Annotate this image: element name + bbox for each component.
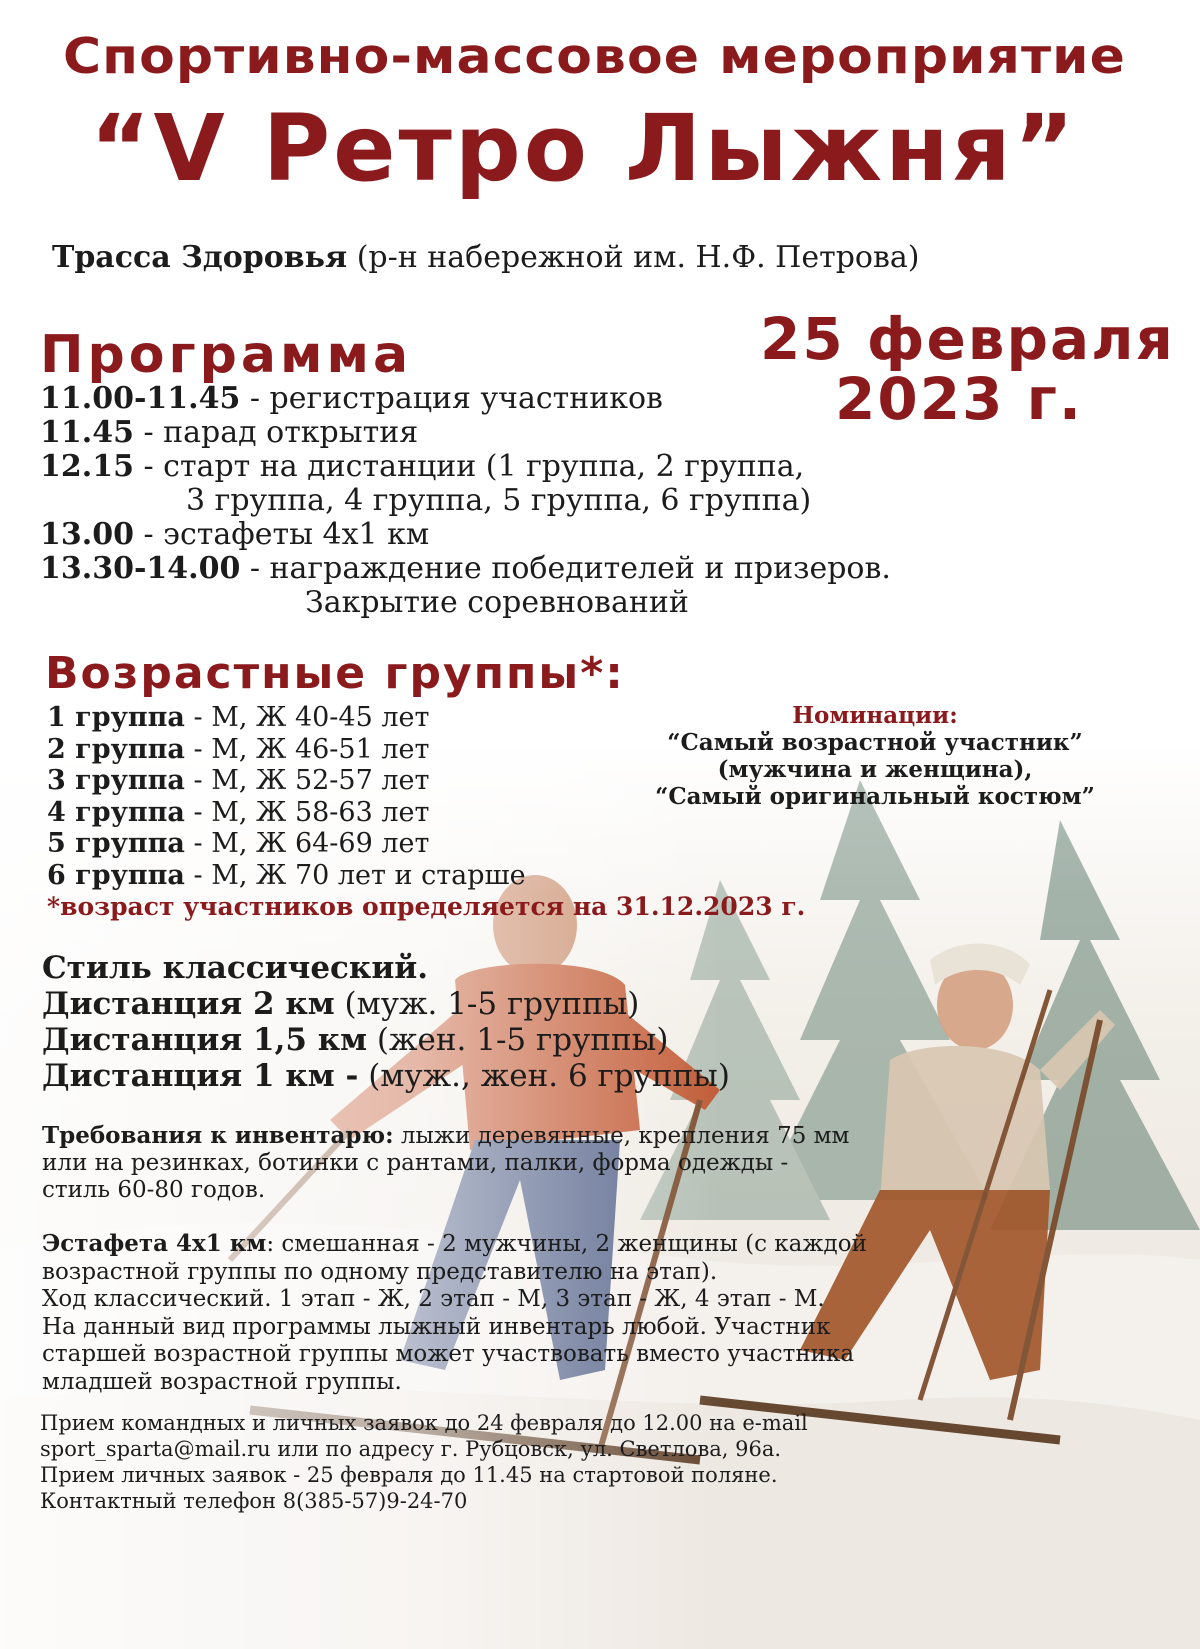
contact-line-email: sport_sparta@mail.ru или по адресу г. Рубцовск, ул. Светлова, 96а. [40,1437,782,1461]
program-item: 11.00-11.45 - регистрация участников [40,381,663,416]
style-heading: Стиль классический. [42,950,429,986]
contacts-block [40,1410,808,1514]
program-item: 13.00 - эстафеты 4х1 км [40,517,430,552]
event-title: “V Ретро Лыжня” [90,95,1078,202]
program-item-continued: Закрытие соревнований [305,585,689,620]
event-date-year: 2023 г. [835,365,1083,433]
program-item: 11.45 - парад открытия [40,415,419,450]
relay-line: Ход классический. 1 этап - Ж, 2 этап - М, 3 этап - Ж, 4 этап - М. [42,1286,825,1312]
equipment-block [42,1122,849,1204]
age-group-item: 4 группа - М, Ж 58-63 лет [47,796,430,828]
equipment-line: или на резинках, ботинки с рантами, палки, форма одежды - [42,1150,789,1176]
age-group-item: 6 группа - М, Ж 70 лет и старше [47,859,526,891]
relay-line: На данный вид программы лыжный инвентарь любой. Участник [42,1313,831,1340]
nominations-block [620,702,1130,810]
relay-line: возрастной группы по одному представителю на этап). [42,1258,718,1285]
age-group-item: 1 группа - М, Ж 40-45 лет [47,702,430,733]
program-heading: Программа [40,325,413,385]
program-item: 12.15 - старт на дистанции (1 группа, 2 группа, [40,449,805,484]
venue-place: Трасса Здоровья [52,240,348,275]
distance-line: Дистанция 1,5 км (жен. 1-5 группы) [42,1022,669,1058]
nomination-line: (мужчина и женщина), [717,756,1033,783]
nomination-line: “Самый возрастной участник” [667,729,1083,756]
age-group-item: 5 группа - М, Ж 64-69 лет [47,828,430,859]
age-note: *возраст участников определяется на 31.12.2023 г. [47,892,806,921]
age-group-item: 3 группа - М, Ж 52-57 лет [47,765,430,796]
distance-line: Дистанция 2 км (муж. 1-5 группы) [42,986,640,1022]
age-groups-heading: Возрастные группы*: [45,648,625,699]
program-item: 13.30-14.00 - награждение победителей и призеров. [40,551,891,586]
relay-block [42,1230,867,1396]
program-item-continued: 3 группа, 4 группа, 5 группа, 6 группа) [186,483,812,518]
relay-line: младшей возрастной группы. [42,1368,402,1395]
event-date-day: 25 февраля [760,305,1175,373]
contact-line-phone: Контактный телефон 8(385-57)9-24-70 [40,1489,468,1513]
equipment-line: Требования к инвентарю: лыжи деревянные, крепления 75 мм [42,1122,850,1149]
contact-line: Прием личных заявок - 25 февраля до 11.45 на стартовой поляне. [40,1463,778,1487]
nomination-line: “Самый оригинальный костюм” [655,783,1095,810]
style-block [42,950,730,1094]
distance-line: Дистанция 1 км - (муж., жен. 6 группы) [42,1058,730,1094]
age-group-item: 2 группа - М, Ж 46-51 лет [47,733,430,765]
nominations-heading: Номинации: [792,702,958,729]
event-subtitle: Спортивно-массовое мероприятие [63,28,1126,85]
age-groups-list [47,702,806,932]
venue-detail: (р-н набережной им. Н.Ф. Петрова) [347,240,920,275]
relay-line: Эстафета 4х1 км: смешанная - 2 мужчины, 2 женщины (с каждой [42,1230,867,1257]
equipment-line: стиль 60-80 годов. [42,1177,266,1203]
contact-line: Прием командных и личных заявок до 24 февраля до 12.00 на e-mail [40,1411,808,1435]
venue-line [52,240,919,275]
relay-line: старшей возрастной группы может участвовать вместо участника [42,1341,855,1367]
